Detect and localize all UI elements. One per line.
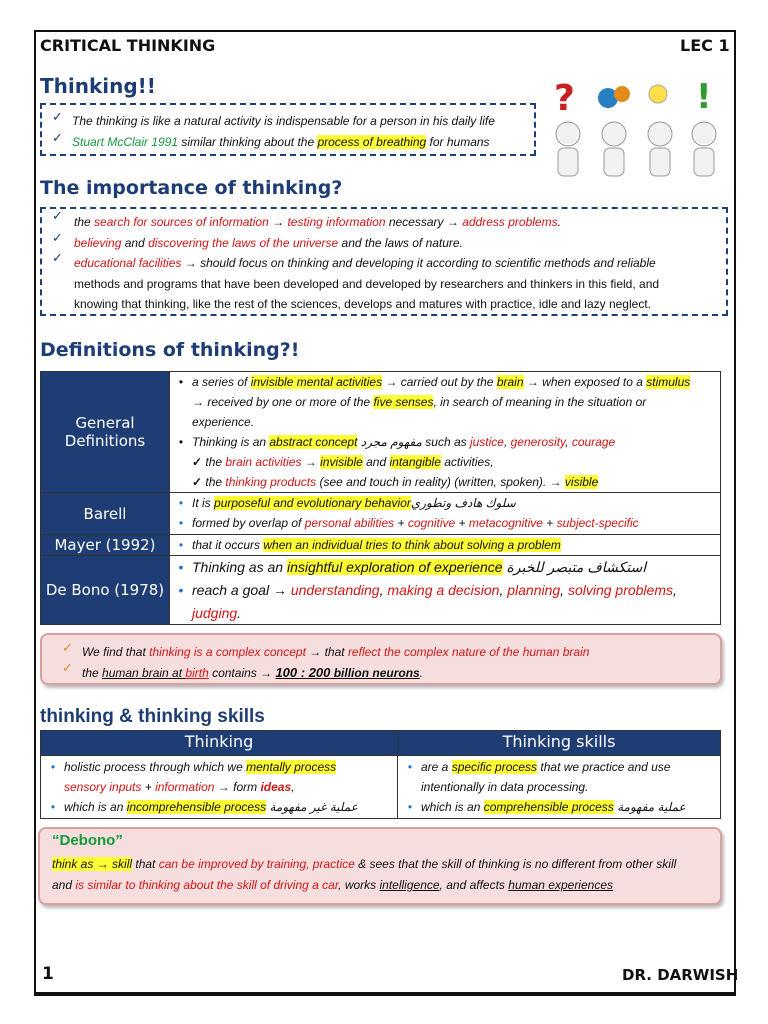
check-icon: ✓ xyxy=(62,641,73,656)
svg-text:?: ? xyxy=(554,78,575,119)
note-line-2: the human brain at birth contains → 100 : 200 billion neurons. xyxy=(82,665,424,680)
check-icon: ✓ xyxy=(52,251,63,266)
table-row xyxy=(41,731,721,756)
check-icon: ✓ xyxy=(52,110,63,125)
course-title: CRITICAL THINKING xyxy=(40,36,216,55)
table-row: Mayer (1992) • that it occurs when an individual tries to think about solving a problem xyxy=(41,535,721,556)
section-title-definitions: Definitions of thinking?! xyxy=(40,339,300,361)
section-title-importance: The importance of thinking? xyxy=(40,177,343,199)
section-title-thinking: Thinking!! xyxy=(40,74,156,98)
table-row: De Bono (1978) • Thinking as an insightful exploration of experience استكشاف متبصر للخبرة • reach a goal → understanding, making a decision, planning, solving problems, judging. xyxy=(41,556,721,625)
debono-note-title: “Debono” xyxy=(52,832,123,849)
label-mayer: Mayer (1992) xyxy=(41,535,170,556)
thinking-people-illustration xyxy=(546,72,726,182)
definitions-table xyxy=(40,371,721,625)
lecture-number: LEC 1 xyxy=(680,36,730,55)
thinking-vs-skills-table xyxy=(40,730,721,819)
thinking-line-2: Stuart McClair 1991 similar thinking about the process of breathing for humans xyxy=(72,135,490,149)
importance-line-4: methods and programs that have been developed and developed by researchers and thinkers in this field, and xyxy=(74,277,660,291)
table-row xyxy=(41,372,721,493)
label-barell: Barell xyxy=(41,493,170,535)
thinking-line-1: The thinking is like a natural activity is indispensable for a person in his daily life xyxy=(72,114,495,128)
table-row: • holistic process through which we mentally process sensory inputs + information → form ideas, • which is an incomprehensible process عملية غير مفهومة • are a specific process that we practice and use intentionally in data processing. • which is an comprehensible process عملية مفهومة xyxy=(41,756,721,819)
label-debono: De Bono (1978) xyxy=(41,556,170,625)
debono-line-1: think as → skill that can be improved by training, practice & sees that the skill of thinking is no different from other skill xyxy=(52,857,677,871)
importance-line-2: believing and discovering the laws of the universe and the laws of nature. xyxy=(74,236,463,250)
check-icon: ✓ xyxy=(52,209,63,224)
table-row: Barell • It is purposeful and evolutionary behaviorسلوك هادف وتطوري • formed by overlap of personal abilities + cognitive + metacognitive + subject-specific xyxy=(41,493,721,535)
page-bottom-edge xyxy=(34,992,736,996)
page-number: 1 xyxy=(42,964,54,984)
label-general-definitions: General Definitions xyxy=(41,372,170,493)
importance-line-5: knowing that thinking, like the rest of the sciences, develops and matures with practice, idle and lazy neglect. xyxy=(74,297,651,311)
lightbulb-icon xyxy=(649,85,667,103)
section-title-skills: thinking & thinking skills xyxy=(40,706,265,727)
debono-line-2: and is similar to thinking about the skill of driving a car, works intelligence, and affects human experiences xyxy=(52,878,613,892)
note-line-1: We find that thinking is a complex concept → that reflect the complex nature of the human brain xyxy=(82,645,590,659)
author-name: DR. DARWISH xyxy=(622,966,739,984)
check-icon: ✓ xyxy=(52,131,63,146)
check-icon: ✓ xyxy=(192,455,206,469)
check-icon: ✓ xyxy=(62,661,73,676)
general-definitions-cell: • a series of invisible mental activities → carried out by the brain → when exposed to a stimulus → received by one or more of the five senses, in search of meaning in the situation or experience. • Thinking is an abstract concept مفهوم مجرد such as justice, generosity, courage ✓ the brain activities → invisible and intangible activities, ✓ the thinking products (see and touch in reality) (written, spoken). → visible xyxy=(170,372,721,493)
importance-line-3: educational facilities → should focus on thinking and developing it according to scientific methods and reliable xyxy=(74,256,656,270)
svg-text:!: ! xyxy=(696,77,712,117)
importance-line-1: the search for sources of information → testing information necessary → address problems. xyxy=(74,215,561,229)
check-icon: ✓ xyxy=(192,475,206,489)
column-header-skills: Thinking skills xyxy=(398,731,721,756)
column-header-thinking: Thinking xyxy=(41,731,398,756)
check-icon: ✓ xyxy=(52,231,63,246)
